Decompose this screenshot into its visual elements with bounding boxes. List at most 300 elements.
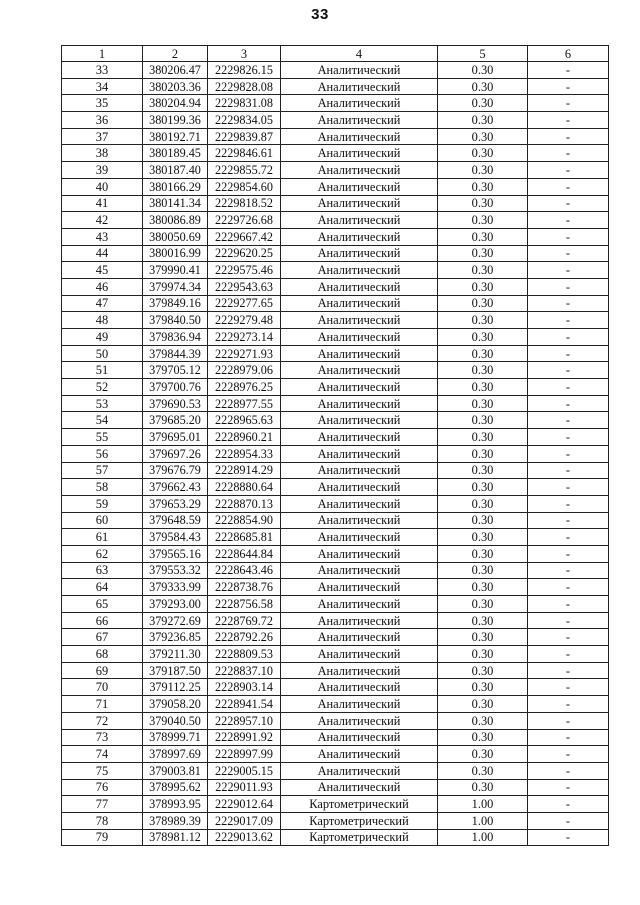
method-cell: Аналитический — [281, 312, 438, 329]
point-number-cell: 66 — [62, 612, 143, 629]
x-coordinate-cell: 380016.99 — [143, 245, 208, 262]
column-header-4: 4 — [281, 46, 438, 62]
point-number-cell: 71 — [62, 696, 143, 713]
point-number-cell: 60 — [62, 512, 143, 529]
note-cell: - — [528, 612, 609, 629]
method-cell: Аналитический — [281, 629, 438, 646]
accuracy-cell: 0.30 — [438, 646, 528, 663]
note-cell: - — [528, 395, 609, 412]
accuracy-cell: 0.30 — [438, 629, 528, 646]
method-cell: Аналитический — [281, 529, 438, 546]
x-coordinate-cell: 379272.69 — [143, 612, 208, 629]
note-cell: - — [528, 412, 609, 429]
method-cell: Аналитический — [281, 128, 438, 145]
table-row — [62, 612, 609, 629]
table-row — [62, 362, 609, 379]
point-number-cell: 53 — [62, 395, 143, 412]
accuracy-cell: 0.30 — [438, 612, 528, 629]
method-cell: Аналитический — [281, 228, 438, 245]
accuracy-cell: 0.30 — [438, 479, 528, 496]
y-coordinate-cell: 2229017.09 — [208, 812, 281, 829]
y-coordinate-cell: 2228979.06 — [208, 362, 281, 379]
method-cell: Аналитический — [281, 62, 438, 79]
table-row — [62, 62, 609, 79]
note-cell: - — [528, 278, 609, 295]
table-row — [62, 278, 609, 295]
accuracy-cell: 0.30 — [438, 78, 528, 95]
point-number-cell: 58 — [62, 479, 143, 496]
x-coordinate-cell: 380166.29 — [143, 178, 208, 195]
point-number-cell: 61 — [62, 529, 143, 546]
table-row — [62, 379, 609, 396]
note-cell: - — [528, 95, 609, 112]
method-cell: Аналитический — [281, 195, 438, 212]
point-number-cell: 65 — [62, 596, 143, 613]
x-coordinate-cell: 379849.16 — [143, 295, 208, 312]
note-cell: - — [528, 178, 609, 195]
table-row — [62, 712, 609, 729]
x-coordinate-cell: 379058.20 — [143, 696, 208, 713]
note-cell: - — [528, 62, 609, 79]
x-coordinate-cell: 379293.00 — [143, 596, 208, 613]
note-cell: - — [528, 228, 609, 245]
point-number-cell: 50 — [62, 345, 143, 362]
accuracy-cell: 0.30 — [438, 212, 528, 229]
y-coordinate-cell: 2229828.08 — [208, 78, 281, 95]
x-coordinate-cell: 379553.32 — [143, 562, 208, 579]
y-coordinate-cell: 2228837.10 — [208, 662, 281, 679]
y-coordinate-cell: 2229013.62 — [208, 829, 281, 846]
point-number-cell: 76 — [62, 779, 143, 796]
point-number-cell: 73 — [62, 729, 143, 746]
accuracy-cell: 0.30 — [438, 379, 528, 396]
y-coordinate-cell: 2228880.64 — [208, 479, 281, 496]
y-coordinate-cell: 2229279.48 — [208, 312, 281, 329]
table-row — [62, 445, 609, 462]
y-coordinate-cell: 2229846.61 — [208, 145, 281, 162]
x-coordinate-cell: 379697.26 — [143, 445, 208, 462]
accuracy-cell: 0.30 — [438, 545, 528, 562]
y-coordinate-cell: 2228954.33 — [208, 445, 281, 462]
note-cell: - — [528, 762, 609, 779]
note-cell: - — [528, 746, 609, 763]
point-number-cell: 45 — [62, 262, 143, 279]
x-coordinate-cell: 380203.36 — [143, 78, 208, 95]
method-cell: Аналитический — [281, 746, 438, 763]
y-coordinate-cell: 2228977.55 — [208, 395, 281, 412]
accuracy-cell: 0.30 — [438, 145, 528, 162]
method-cell: Аналитический — [281, 329, 438, 346]
accuracy-cell: 0.30 — [438, 712, 528, 729]
method-cell: Аналитический — [281, 596, 438, 613]
x-coordinate-cell: 378995.62 — [143, 779, 208, 796]
y-coordinate-cell: 2228941.54 — [208, 696, 281, 713]
point-number-cell: 70 — [62, 679, 143, 696]
method-cell: Аналитический — [281, 245, 438, 262]
method-cell: Картометрический — [281, 829, 438, 846]
accuracy-cell: 0.30 — [438, 462, 528, 479]
x-coordinate-cell: 380050.69 — [143, 228, 208, 245]
note-cell: - — [528, 345, 609, 362]
note-cell: - — [528, 212, 609, 229]
table-row — [62, 395, 609, 412]
x-coordinate-cell: 379648.59 — [143, 512, 208, 529]
method-cell: Аналитический — [281, 679, 438, 696]
note-cell: - — [528, 145, 609, 162]
y-coordinate-cell: 2229011.93 — [208, 779, 281, 796]
y-coordinate-cell: 2228903.14 — [208, 679, 281, 696]
table-row — [62, 495, 609, 512]
note-cell: - — [528, 796, 609, 813]
x-coordinate-cell: 380206.47 — [143, 62, 208, 79]
note-cell: - — [528, 195, 609, 212]
accuracy-cell: 0.30 — [438, 696, 528, 713]
note-cell: - — [528, 629, 609, 646]
x-coordinate-cell: 380086.89 — [143, 212, 208, 229]
table-row — [62, 512, 609, 529]
point-number-cell: 35 — [62, 95, 143, 112]
x-coordinate-cell: 379690.53 — [143, 395, 208, 412]
note-cell: - — [528, 329, 609, 346]
note-cell: - — [528, 479, 609, 496]
y-coordinate-cell: 2228997.99 — [208, 746, 281, 763]
table-row — [62, 779, 609, 796]
column-header-1: 1 — [62, 46, 143, 62]
point-number-cell: 64 — [62, 579, 143, 596]
note-cell: - — [528, 829, 609, 846]
table-row — [62, 128, 609, 145]
y-coordinate-cell: 2228685.81 — [208, 529, 281, 546]
point-number-cell: 74 — [62, 746, 143, 763]
note-cell: - — [528, 112, 609, 129]
x-coordinate-cell: 380204.94 — [143, 95, 208, 112]
table-row — [62, 162, 609, 179]
accuracy-cell: 0.30 — [438, 412, 528, 429]
point-number-cell: 56 — [62, 445, 143, 462]
column-header-6: 6 — [528, 46, 609, 62]
table-row — [62, 679, 609, 696]
note-cell: - — [528, 445, 609, 462]
point-number-cell: 44 — [62, 245, 143, 262]
x-coordinate-cell: 379333.99 — [143, 579, 208, 596]
method-cell: Аналитический — [281, 562, 438, 579]
y-coordinate-cell: 2229831.08 — [208, 95, 281, 112]
y-coordinate-cell: 2229667.42 — [208, 228, 281, 245]
note-cell: - — [528, 312, 609, 329]
table-row — [62, 295, 609, 312]
x-coordinate-cell: 379584.43 — [143, 529, 208, 546]
point-number-cell: 37 — [62, 128, 143, 145]
x-coordinate-cell: 379211.30 — [143, 646, 208, 663]
note-cell: - — [528, 512, 609, 529]
y-coordinate-cell: 2229005.15 — [208, 762, 281, 779]
note-cell: - — [528, 679, 609, 696]
note-cell: - — [528, 379, 609, 396]
point-number-cell: 72 — [62, 712, 143, 729]
point-number-cell: 62 — [62, 545, 143, 562]
note-cell: - — [528, 462, 609, 479]
table-row — [62, 95, 609, 112]
page-number: 33 — [311, 6, 329, 23]
x-coordinate-cell: 380192.71 — [143, 128, 208, 145]
y-coordinate-cell: 2229726.68 — [208, 212, 281, 229]
table-row — [62, 812, 609, 829]
accuracy-cell: 0.30 — [438, 162, 528, 179]
y-coordinate-cell: 2229271.93 — [208, 345, 281, 362]
accuracy-cell: 0.30 — [438, 562, 528, 579]
table-row — [62, 662, 609, 679]
accuracy-cell: 0.30 — [438, 228, 528, 245]
y-coordinate-cell: 2228914.29 — [208, 462, 281, 479]
column-header-3: 3 — [208, 46, 281, 62]
point-number-cell: 43 — [62, 228, 143, 245]
point-number-cell: 69 — [62, 662, 143, 679]
accuracy-cell: 1.00 — [438, 829, 528, 846]
y-coordinate-cell: 2229273.14 — [208, 329, 281, 346]
point-number-cell: 79 — [62, 829, 143, 846]
method-cell: Аналитический — [281, 295, 438, 312]
accuracy-cell: 0.30 — [438, 779, 528, 796]
method-cell: Аналитический — [281, 662, 438, 679]
note-cell: - — [528, 729, 609, 746]
x-coordinate-cell: 379112.25 — [143, 679, 208, 696]
point-number-cell: 42 — [62, 212, 143, 229]
table-row — [62, 762, 609, 779]
accuracy-cell: 1.00 — [438, 812, 528, 829]
note-cell: - — [528, 696, 609, 713]
point-number-cell: 77 — [62, 796, 143, 813]
y-coordinate-cell: 2228809.53 — [208, 646, 281, 663]
x-coordinate-cell: 379187.50 — [143, 662, 208, 679]
point-number-cell: 54 — [62, 412, 143, 429]
point-number-cell: 52 — [62, 379, 143, 396]
note-cell: - — [528, 545, 609, 562]
table-row — [62, 145, 609, 162]
point-number-cell: 51 — [62, 362, 143, 379]
y-coordinate-cell: 2229855.72 — [208, 162, 281, 179]
table-row — [62, 796, 609, 813]
coordinates-sheet — [61, 45, 608, 846]
method-cell: Аналитический — [281, 512, 438, 529]
table-row — [62, 579, 609, 596]
table-row — [62, 178, 609, 195]
method-cell: Аналитический — [281, 178, 438, 195]
point-number-cell: 41 — [62, 195, 143, 212]
point-number-cell: 57 — [62, 462, 143, 479]
point-number-cell: 36 — [62, 112, 143, 129]
note-cell: - — [528, 712, 609, 729]
y-coordinate-cell: 2228769.72 — [208, 612, 281, 629]
note-cell: - — [528, 596, 609, 613]
column-header-2: 2 — [143, 46, 208, 62]
table-row — [62, 412, 609, 429]
accuracy-cell: 0.30 — [438, 662, 528, 679]
y-coordinate-cell: 2228643.46 — [208, 562, 281, 579]
accuracy-cell: 0.30 — [438, 178, 528, 195]
note-cell: - — [528, 162, 609, 179]
accuracy-cell: 0.30 — [438, 245, 528, 262]
method-cell: Аналитический — [281, 412, 438, 429]
note-cell: - — [528, 295, 609, 312]
x-coordinate-cell: 379676.79 — [143, 462, 208, 479]
accuracy-cell: 0.30 — [438, 62, 528, 79]
point-number-cell: 67 — [62, 629, 143, 646]
y-coordinate-cell: 2229543.63 — [208, 278, 281, 295]
method-cell: Аналитический — [281, 479, 438, 496]
table-row — [62, 529, 609, 546]
method-cell: Аналитический — [281, 362, 438, 379]
method-cell: Аналитический — [281, 729, 438, 746]
y-coordinate-cell: 2229834.05 — [208, 112, 281, 129]
table-row — [62, 562, 609, 579]
method-cell: Аналитический — [281, 579, 438, 596]
x-coordinate-cell: 380199.36 — [143, 112, 208, 129]
accuracy-cell: 0.30 — [438, 512, 528, 529]
table-row — [62, 228, 609, 245]
accuracy-cell: 0.30 — [438, 762, 528, 779]
table-row — [62, 212, 609, 229]
y-coordinate-cell: 2229854.60 — [208, 178, 281, 195]
x-coordinate-cell: 379685.20 — [143, 412, 208, 429]
accuracy-cell: 0.30 — [438, 362, 528, 379]
accuracy-cell: 0.30 — [438, 395, 528, 412]
note-cell: - — [528, 362, 609, 379]
accuracy-cell: 0.30 — [438, 495, 528, 512]
table-row — [62, 629, 609, 646]
method-cell: Аналитический — [281, 212, 438, 229]
method-cell: Аналитический — [281, 395, 438, 412]
accuracy-cell: 1.00 — [438, 796, 528, 813]
x-coordinate-cell: 379695.01 — [143, 429, 208, 446]
accuracy-cell: 0.30 — [438, 679, 528, 696]
y-coordinate-cell: 2228756.58 — [208, 596, 281, 613]
point-number-cell: 59 — [62, 495, 143, 512]
method-cell: Картометрический — [281, 812, 438, 829]
table-row — [62, 646, 609, 663]
method-cell: Картометрический — [281, 796, 438, 813]
note-cell: - — [528, 495, 609, 512]
y-coordinate-cell: 2229575.46 — [208, 262, 281, 279]
y-coordinate-cell: 2228991.92 — [208, 729, 281, 746]
accuracy-cell: 0.30 — [438, 729, 528, 746]
y-coordinate-cell: 2228738.76 — [208, 579, 281, 596]
point-number-cell: 38 — [62, 145, 143, 162]
y-coordinate-cell: 2229826.15 — [208, 62, 281, 79]
table-row — [62, 245, 609, 262]
point-number-cell: 33 — [62, 62, 143, 79]
accuracy-cell: 0.30 — [438, 128, 528, 145]
method-cell: Аналитический — [281, 762, 438, 779]
table-row — [62, 345, 609, 362]
table-row — [62, 746, 609, 763]
point-number-cell: 39 — [62, 162, 143, 179]
point-number-cell: 40 — [62, 178, 143, 195]
point-number-cell: 48 — [62, 312, 143, 329]
point-number-cell: 78 — [62, 812, 143, 829]
method-cell: Аналитический — [281, 278, 438, 295]
x-coordinate-cell: 379705.12 — [143, 362, 208, 379]
x-coordinate-cell: 378981.12 — [143, 829, 208, 846]
x-coordinate-cell: 380187.40 — [143, 162, 208, 179]
x-coordinate-cell: 380189.45 — [143, 145, 208, 162]
method-cell: Аналитический — [281, 162, 438, 179]
accuracy-cell: 0.30 — [438, 345, 528, 362]
x-coordinate-cell: 378999.71 — [143, 729, 208, 746]
x-coordinate-cell: 379003.81 — [143, 762, 208, 779]
x-coordinate-cell: 379653.29 — [143, 495, 208, 512]
note-cell: - — [528, 646, 609, 663]
y-coordinate-cell: 2228870.13 — [208, 495, 281, 512]
table-row — [62, 195, 609, 212]
accuracy-cell: 0.30 — [438, 529, 528, 546]
accuracy-cell: 0.30 — [438, 312, 528, 329]
point-number-cell: 63 — [62, 562, 143, 579]
table-row — [62, 462, 609, 479]
x-coordinate-cell: 379974.34 — [143, 278, 208, 295]
method-cell: Аналитический — [281, 95, 438, 112]
y-coordinate-cell: 2229277.65 — [208, 295, 281, 312]
method-cell: Аналитический — [281, 445, 438, 462]
column-header-5: 5 — [438, 46, 528, 62]
table-row — [62, 596, 609, 613]
x-coordinate-cell: 379990.41 — [143, 262, 208, 279]
y-coordinate-cell: 2228854.90 — [208, 512, 281, 529]
method-cell: Аналитический — [281, 112, 438, 129]
accuracy-cell: 0.30 — [438, 95, 528, 112]
method-cell: Аналитический — [281, 345, 438, 362]
accuracy-cell: 0.30 — [438, 195, 528, 212]
x-coordinate-cell: 378997.69 — [143, 746, 208, 763]
x-coordinate-cell: 380141.34 — [143, 195, 208, 212]
point-number-cell: 47 — [62, 295, 143, 312]
method-cell: Аналитический — [281, 495, 438, 512]
y-coordinate-cell: 2229620.25 — [208, 245, 281, 262]
accuracy-cell: 0.30 — [438, 445, 528, 462]
point-number-cell: 75 — [62, 762, 143, 779]
point-number-cell: 68 — [62, 646, 143, 663]
point-number-cell: 49 — [62, 329, 143, 346]
y-coordinate-cell: 2228976.25 — [208, 379, 281, 396]
x-coordinate-cell: 379836.94 — [143, 329, 208, 346]
x-coordinate-cell: 379840.50 — [143, 312, 208, 329]
accuracy-cell: 0.30 — [438, 329, 528, 346]
method-cell: Аналитический — [281, 262, 438, 279]
table-row — [62, 696, 609, 713]
table-row — [62, 729, 609, 746]
method-cell: Аналитический — [281, 78, 438, 95]
note-cell: - — [528, 245, 609, 262]
note-cell: - — [528, 262, 609, 279]
x-coordinate-cell: 379662.43 — [143, 479, 208, 496]
method-cell: Аналитический — [281, 545, 438, 562]
note-cell: - — [528, 128, 609, 145]
method-cell: Аналитический — [281, 712, 438, 729]
note-cell: - — [528, 529, 609, 546]
point-number-cell: 34 — [62, 78, 143, 95]
y-coordinate-cell: 2229012.64 — [208, 796, 281, 813]
accuracy-cell: 0.30 — [438, 596, 528, 613]
point-number-cell: 55 — [62, 429, 143, 446]
y-coordinate-cell: 2228957.10 — [208, 712, 281, 729]
note-cell: - — [528, 662, 609, 679]
x-coordinate-cell: 379565.16 — [143, 545, 208, 562]
y-coordinate-cell: 2228960.21 — [208, 429, 281, 446]
method-cell: Аналитический — [281, 696, 438, 713]
y-coordinate-cell: 2228965.63 — [208, 412, 281, 429]
accuracy-cell: 0.30 — [438, 579, 528, 596]
table-row — [62, 312, 609, 329]
method-cell: Аналитический — [281, 612, 438, 629]
